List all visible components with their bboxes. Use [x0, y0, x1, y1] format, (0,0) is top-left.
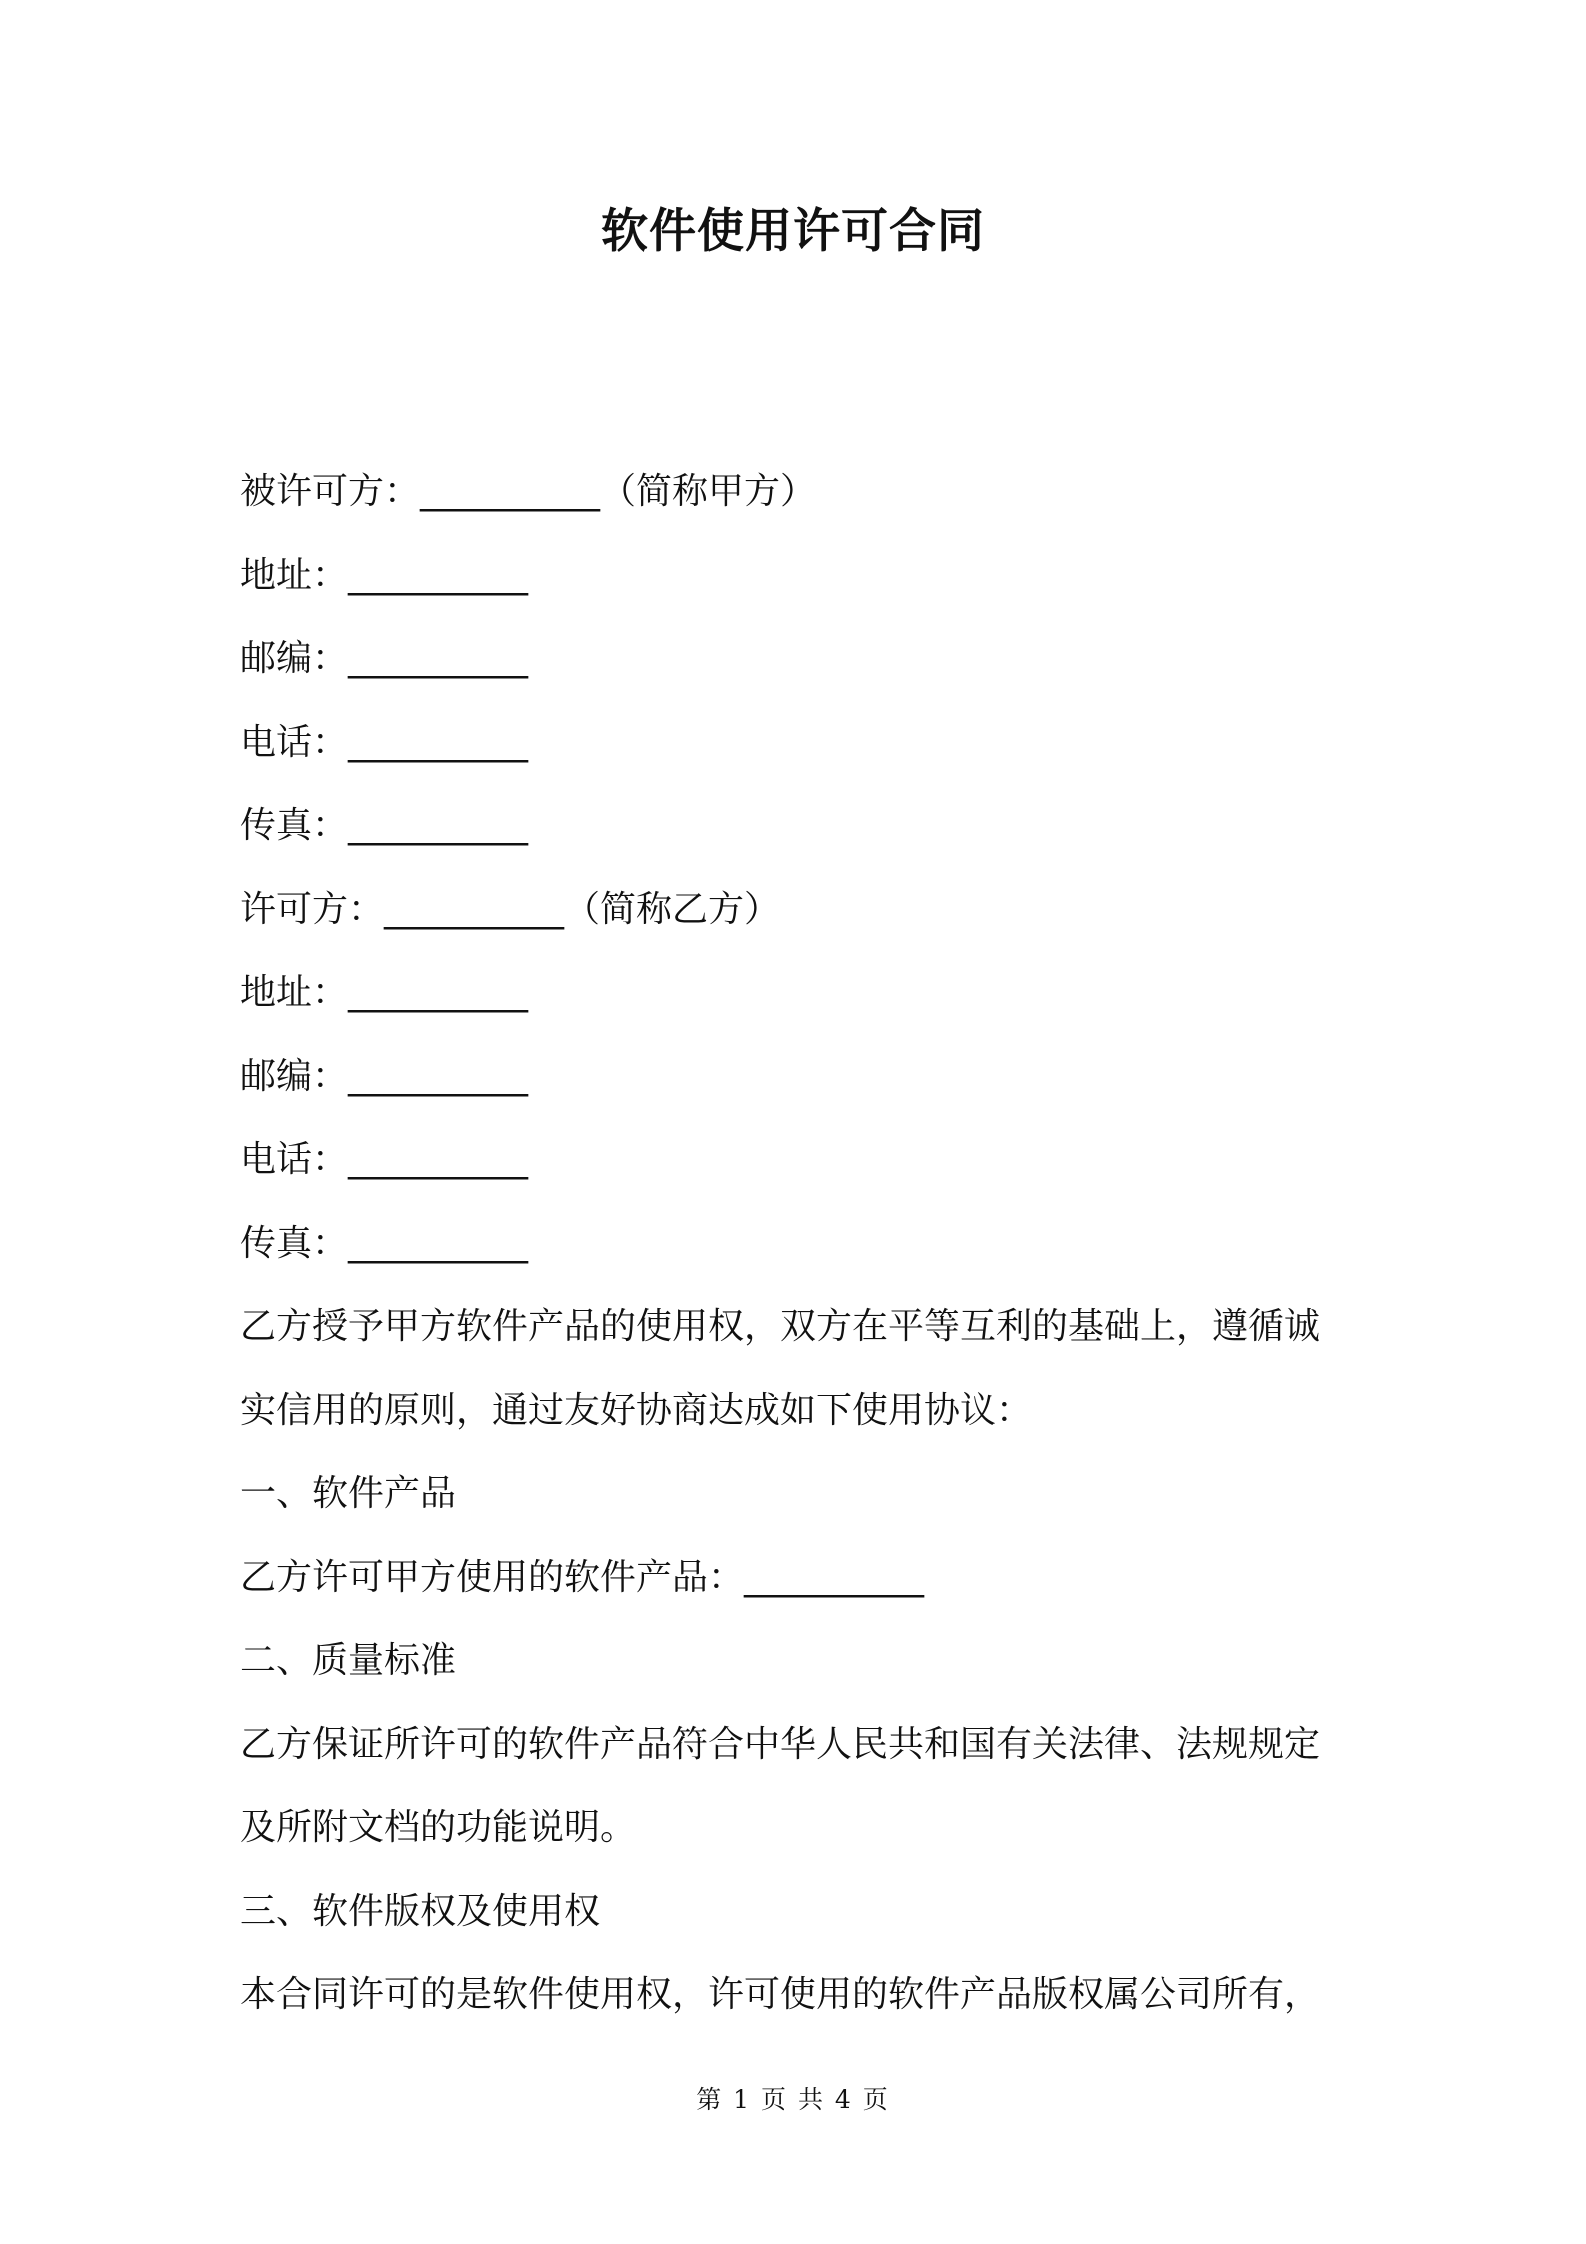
- party-b-name-line: 许可方：__________（简称乙方）: [240, 888, 781, 930]
- party-b-fax-line: 传真：__________: [240, 1222, 529, 1264]
- party-a-fax-line: 传真：__________: [240, 805, 529, 846]
- party-a-phone-line: 电话：__________: [240, 721, 529, 763]
- section-1-heading: 一、软件产品: [240, 1473, 457, 1514]
- party-b-phone-line: 电话：__________: [240, 1139, 529, 1180]
- section-2-text-line-2: 及所附文档的功能说明。: [240, 1807, 637, 1848]
- section-3-text-line-1: 本合同许可的是软件使用权，许可使用的软件产品版权属公司所有，: [240, 1974, 1321, 2015]
- party-b-postcode-line: 邮编：__________: [240, 1055, 529, 1097]
- party-a-address-line: 地址：__________: [240, 554, 529, 596]
- party-a-name-line: 被许可方：__________（简称甲方）: [240, 471, 817, 512]
- section-2-heading: 二、质量标准: [240, 1640, 457, 1681]
- party-a-postcode-line: 邮编：__________: [240, 638, 529, 679]
- preamble-line-2: 实信用的原则，通过友好协商达成如下使用协议：: [240, 1389, 1033, 1431]
- document-title: 软件使用许可合同: [601, 204, 985, 259]
- section-3-heading: 三、软件版权及使用权: [240, 1890, 601, 1932]
- preamble-line-1: 乙方授予甲方软件产品的使用权，双方在平等互利的基础上，遵循诚: [240, 1306, 1321, 1347]
- party-b-address-line: 地址：__________: [240, 972, 529, 1013]
- section-1-text: 乙方许可甲方使用的软件产品：__________: [240, 1556, 925, 1598]
- page-number-footer: 第 1 页 共 4 页: [696, 2085, 890, 2114]
- section-2-text-line-1: 乙方保证所许可的软件产品符合中华人民共和国有关法律、法规规定: [240, 1723, 1321, 1765]
- document-body: [240, 450, 1360, 2037]
